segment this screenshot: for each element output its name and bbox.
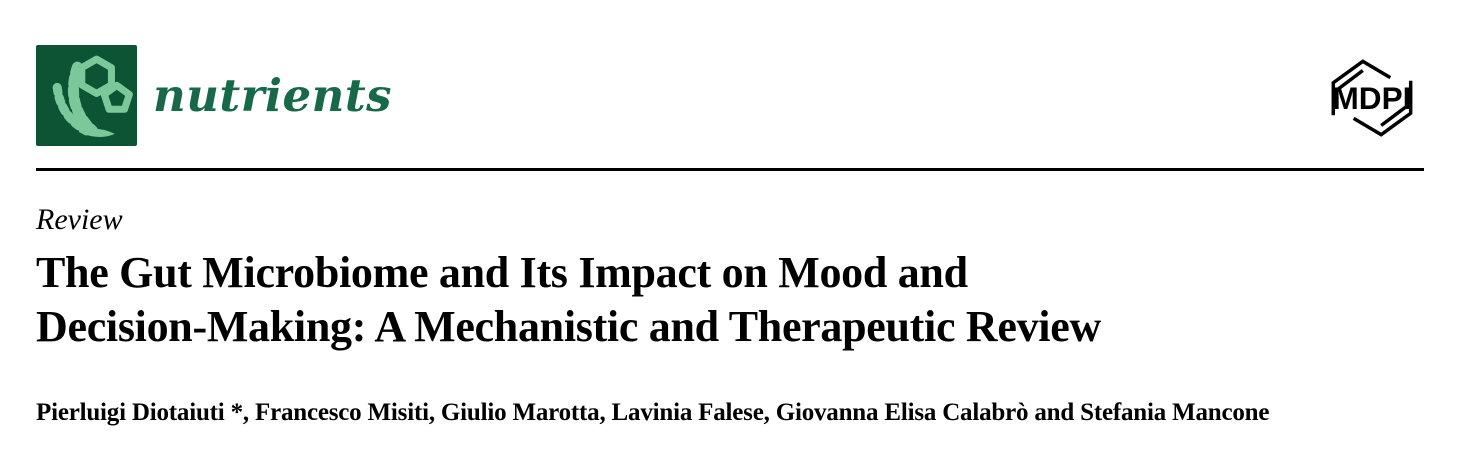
article-title-line-1: The Gut Microbiome and Its Impact on Mood and <box>36 248 968 297</box>
article-authors: Pierluigi Diotaiuti *, Francesco Misiti, Giulio Marotta, Lavinia Falese, Giovanna Elisa Calabrò and Stefania Mancone <box>36 399 1270 426</box>
article-title-line-2: Decision-Making: A Mechanistic and Therapeutic Review <box>36 302 1101 351</box>
svg-text:MDPI: MDPI <box>1332 80 1412 117</box>
journal-wordmark: nutrients <box>153 69 392 122</box>
article-type-label: Review <box>36 203 123 236</box>
article-title <box>36 246 1286 354</box>
brand-row <box>36 45 1429 148</box>
nutrients-wheat-molecule-icon <box>36 45 137 146</box>
header-divider-rule <box>36 168 1424 171</box>
publisher-logo <box>1317 53 1429 148</box>
mdpi-open-hexagon-icon <box>1317 80 1429 147</box>
journal-logo <box>36 45 392 146</box>
